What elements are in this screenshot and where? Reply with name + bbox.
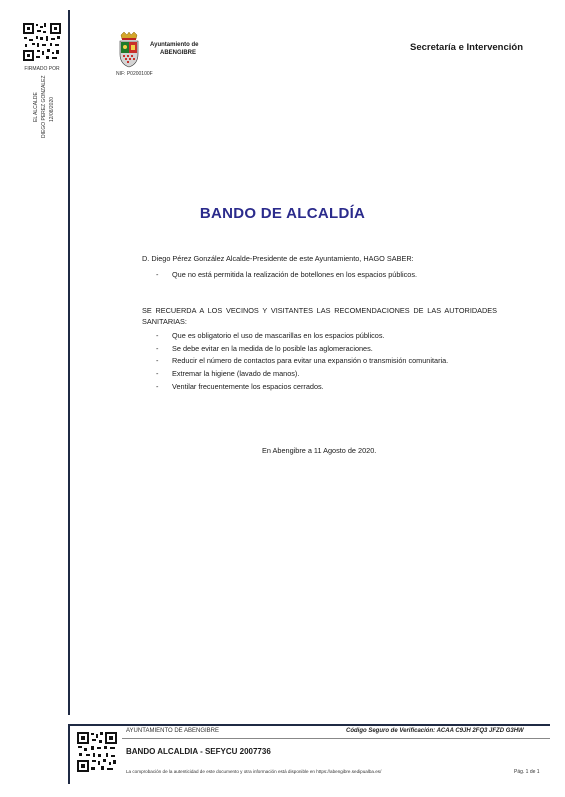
recommendations-list (142, 331, 497, 394)
signature-date: 12/08/2020 (49, 96, 55, 122)
list-dash: - (156, 381, 159, 391)
list-item (142, 270, 497, 281)
intro-paragraph: D. Diego Pérez González Alcalde-Presidente de este Ayuntamiento, HAGO SABER: (142, 254, 414, 263)
signer-name-line2: DIEGO PEREZ GONZALEZ (41, 75, 47, 138)
list-dash: - (156, 369, 159, 379)
coat-of-arms-icon (117, 32, 141, 68)
footer-document-title: BANDO ALCALDIA - SEFYCU 2007736 (126, 747, 271, 756)
list-item (142, 382, 497, 393)
document-title: BANDO DE ALCALDÍA (199, 205, 366, 222)
recommendation-heading: SE RECUERDA A LOS VECINOS Y VISITANTES LAS RECOMENDACIONES DE LAS AUTORIDADES SANITARIAS: (142, 306, 497, 326)
list-item-text: Ventilar frecuentemente los espacios cerrados. (172, 381, 324, 391)
footer-mid-rule (122, 738, 550, 739)
left-margin-rule (68, 10, 70, 715)
list-dash: - (156, 356, 159, 366)
qr-code-icon (22, 22, 62, 62)
list-item (142, 356, 497, 367)
list-item-text: Que no está permitida la realización de botellones en los espacios públicos. (172, 270, 417, 279)
department-label: Secretaría e Intervención (410, 42, 523, 53)
nif-label: NIF: P0200100F (116, 71, 153, 77)
list-item (142, 369, 497, 380)
org-name-line2: ABENGIBRE (160, 50, 197, 56)
list-item-text: Se debe evitar en la medida de lo posible las aglomeraciones. (172, 343, 373, 353)
list-item (142, 344, 497, 355)
authenticity-disclaimer: La comprobación de la autenticidad de este documento y otra información está disponible en https://abengibre.sedipualba.es/ (126, 769, 382, 774)
footer-left-rule (68, 724, 70, 784)
list-dash: - (156, 270, 159, 279)
verification-code: Código Seguro de Verificación: ACAA C9JH 2FQ3 JFZD G3HW (346, 728, 524, 734)
list-item-text: Extremar la higiene (lavado de manos). (172, 369, 300, 379)
list-item (142, 331, 497, 342)
footer-top-rule (68, 724, 550, 726)
place-and-date: En Abengibre a 11 Agosto de 2020. (262, 446, 377, 455)
footer-org-name: AYUNTAMIENTO DE ABENGIBRE (126, 728, 220, 734)
list-dash: - (156, 331, 159, 340)
list-dash: - (156, 343, 159, 353)
org-name-line1: Ayuntamiento de (150, 42, 199, 48)
footer-qr-code-icon (76, 731, 118, 773)
list-item-text: Que es obligatorio el uso de mascarillas en los espacios públicos. (172, 331, 385, 340)
signer-name-line1: EL ALCALDE (33, 92, 39, 122)
page-number: Pág. 1 de 1 (514, 769, 540, 775)
list-item-text: Reducir el número de contactos para evitar una expansión o transmisión comunitaria. (172, 356, 449, 366)
signed-by-label: FIRMADO POR (24, 66, 60, 72)
first-list (142, 270, 497, 283)
